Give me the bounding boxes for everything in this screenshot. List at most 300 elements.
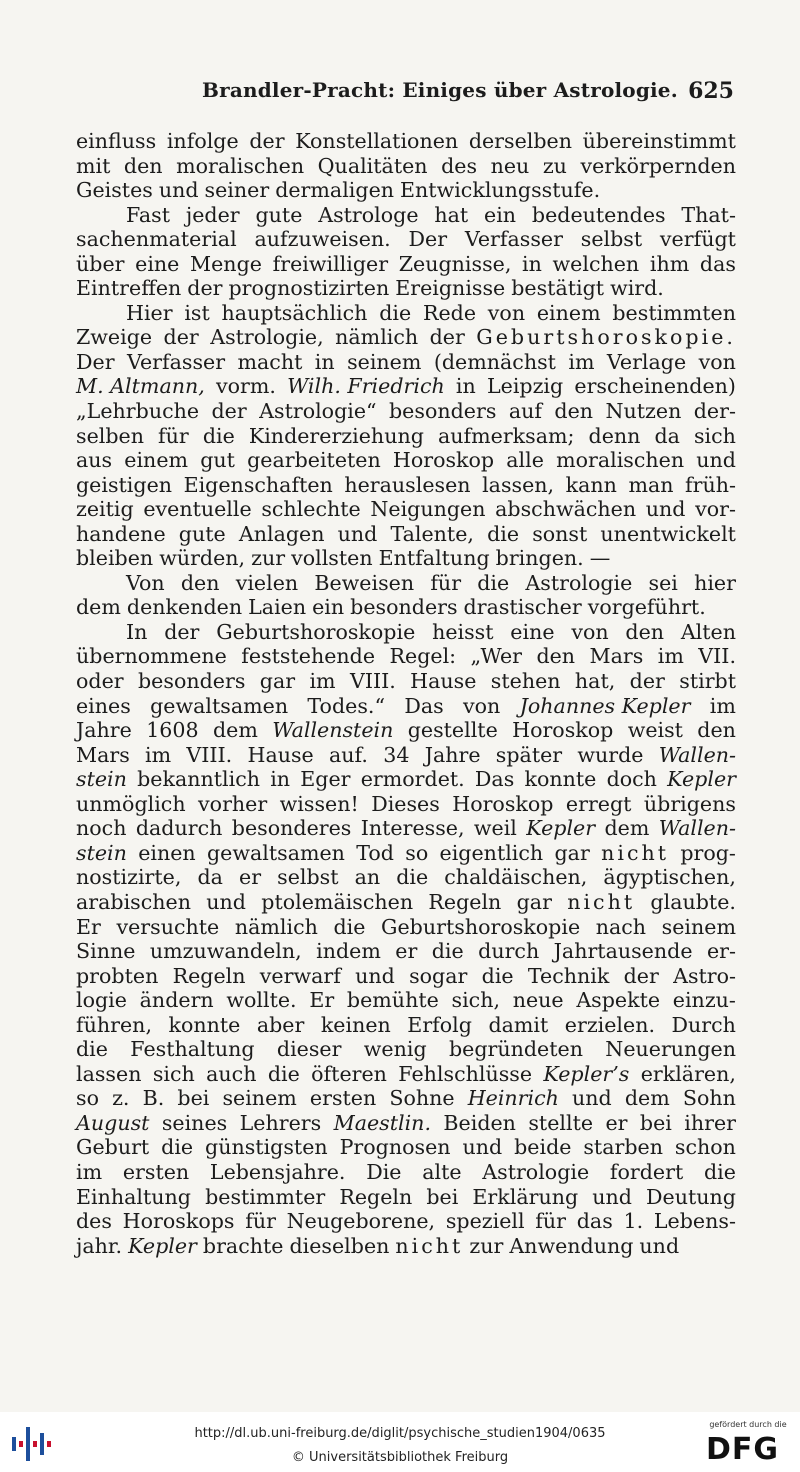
word: ägyptischen,: [603, 865, 736, 890]
word: Leipzig: [486, 374, 564, 399]
word: Der: [408, 227, 448, 252]
word: an: [354, 865, 381, 890]
word: so: [405, 840, 429, 865]
word: infolge: [166, 129, 239, 153]
text-line: [76, 1160, 736, 1185]
word: Geburt: [76, 1135, 150, 1160]
text-line: [76, 816, 736, 841]
word: Durch: [671, 1012, 736, 1037]
word: noch: [76, 816, 127, 841]
text-line: [76, 129, 736, 154]
word: und: [158, 178, 199, 203]
word: stellte: [528, 1110, 594, 1135]
word: gar: [554, 840, 590, 865]
word: Erfolg: [407, 1012, 472, 1037]
word: „Wer: [470, 644, 522, 669]
word: die: [477, 570, 510, 595]
word: bedeutendes: [531, 202, 666, 227]
word: Ereignisse: [395, 276, 506, 301]
word: selben: [76, 423, 144, 448]
word: Kepler: [128, 1233, 197, 1258]
word: glaubte.: [650, 889, 736, 914]
word: und: [462, 1135, 503, 1160]
word: nicht: [395, 1233, 464, 1258]
text-line: [76, 497, 736, 522]
word: der: [164, 619, 200, 644]
word: dem: [212, 718, 258, 743]
text-line: [76, 1086, 736, 1111]
word: Verfasser: [126, 349, 226, 374]
word: ihrer: [684, 1110, 736, 1135]
word: nicht: [601, 840, 670, 865]
word: besonders: [389, 399, 497, 424]
word: logie: [76, 988, 127, 1013]
word: Dieses: [371, 791, 440, 816]
word: Lebensjahre.: [209, 1159, 346, 1184]
word: wollte.: [226, 988, 297, 1013]
word: z.: [112, 1086, 130, 1111]
word: ein: [484, 202, 517, 227]
word: aber: [256, 1012, 305, 1037]
word: Todes.“: [307, 693, 385, 718]
text-line: [76, 841, 736, 866]
word: Horoskop: [392, 448, 495, 473]
word: (demnächst: [433, 349, 556, 374]
word: von: [463, 693, 501, 718]
word: Einhaltung: [76, 1184, 191, 1209]
word: Qualitäten: [317, 153, 428, 178]
word: Talente,: [390, 521, 474, 546]
library-logo-icon: [10, 1425, 52, 1463]
word: heisst: [432, 619, 494, 644]
text-line: [76, 1185, 736, 1210]
word: er: [239, 865, 262, 890]
text-line: [76, 865, 736, 890]
word: das: [699, 251, 736, 276]
word: gewaltsamen: [150, 693, 289, 718]
word: und: [337, 521, 378, 546]
word: für: [245, 1209, 276, 1234]
word: Sinne: [76, 939, 136, 964]
word: seinem: [347, 349, 422, 374]
word: im: [309, 669, 336, 694]
word: alte: [422, 1159, 462, 1184]
word: zur: [469, 1233, 504, 1258]
word: weil: [473, 816, 517, 841]
word: erklären,: [640, 1061, 736, 1086]
word: lassen,: [482, 472, 555, 497]
word: Eger: [300, 767, 351, 792]
word: hat,: [574, 669, 616, 694]
word: aus: [76, 448, 113, 473]
word: Astrologie: [482, 1159, 590, 1184]
word: den: [180, 570, 220, 595]
word: die: [703, 1159, 736, 1184]
word: Astrologie“: [259, 399, 377, 424]
text-line: [76, 252, 736, 277]
text-line: [76, 473, 736, 498]
word: eines: [76, 693, 131, 718]
word: damit: [488, 1012, 549, 1037]
word: im: [568, 349, 595, 374]
word: seiner: [204, 178, 270, 203]
word: mit: [76, 153, 111, 178]
word: auch: [206, 1061, 257, 1086]
word: ptolemäischen: [261, 889, 414, 914]
word: bringen.: [495, 546, 584, 571]
word: verfügt: [659, 227, 736, 252]
word: ersten: [309, 1086, 377, 1111]
word: sei: [648, 570, 678, 595]
word: bestätigt: [511, 276, 605, 301]
word: und: [696, 448, 736, 473]
running-head: [76, 78, 736, 108]
dfg-caption: gefördert durch die: [709, 1420, 787, 1429]
word: günstigsten: [205, 1135, 328, 1160]
word: von: [571, 619, 609, 644]
word: probten: [76, 963, 159, 988]
word: man: [628, 472, 674, 497]
word: der: [187, 276, 223, 301]
word: vorher: [198, 791, 268, 816]
word: Deutung: [646, 1184, 736, 1209]
word: Horoskops: [122, 1209, 235, 1234]
word: kann: [565, 472, 617, 497]
word: vorm.: [215, 374, 276, 399]
text-line: [76, 1062, 736, 1087]
word: ändern: [139, 988, 214, 1013]
word: dadurch: [135, 816, 223, 841]
word: in: [455, 374, 476, 399]
word: stirbt: [679, 669, 736, 694]
word: der: [163, 325, 199, 350]
text-line: [76, 743, 736, 768]
word: der: [429, 325, 465, 350]
word: Hause: [247, 742, 314, 767]
word: alle: [506, 448, 544, 473]
word: übrigens: [643, 791, 736, 816]
text-line: [76, 1234, 736, 1259]
word: auf: [508, 399, 542, 424]
word: Technik: [527, 963, 610, 988]
text-line: [76, 964, 736, 989]
word: Kepler: [667, 767, 736, 792]
word: so: [76, 1086, 99, 1111]
dfg-logo: [702, 1420, 794, 1468]
word: —: [589, 546, 611, 571]
word: eine: [135, 251, 180, 276]
word: gut: [200, 448, 235, 473]
word: Astrologe: [318, 202, 419, 227]
word: Sohne: [389, 1086, 455, 1111]
word: Astrologie,: [210, 325, 324, 350]
word: Rede: [422, 300, 477, 325]
word: Eigenschaften: [183, 472, 333, 497]
word: wissen!: [279, 791, 359, 816]
word: sich,: [451, 988, 500, 1013]
word: feststehende: [241, 644, 376, 669]
word: neu: [490, 153, 530, 178]
word: die: [481, 963, 514, 988]
word: erzielen.: [564, 1012, 656, 1037]
word: schon: [674, 1135, 736, 1160]
word: Regel:: [389, 644, 457, 669]
word: über: [76, 251, 125, 276]
paragraph: [76, 203, 736, 301]
word: später: [495, 742, 563, 767]
word: einem: [536, 300, 601, 325]
word: Kepler’s: [543, 1061, 630, 1086]
word: Menge: [190, 251, 262, 276]
text-line: [76, 669, 736, 694]
word: und: [639, 1233, 680, 1258]
word: dieselben: [289, 1233, 390, 1258]
word: und: [572, 1086, 612, 1111]
word: Neuerungen: [605, 1037, 736, 1062]
word: derselben: [468, 129, 573, 153]
word: die: [487, 521, 520, 546]
paragraph: [76, 129, 736, 203]
word: gewaltsamen: [206, 840, 345, 865]
word: weist: [627, 718, 683, 743]
word: sachenmaterial: [76, 227, 237, 252]
word: That-: [681, 202, 736, 227]
word: jeder: [185, 202, 240, 227]
word: unmöglich: [76, 791, 186, 816]
word: konnte: [168, 1012, 241, 1037]
word: vielen: [235, 570, 299, 595]
word: gar: [516, 889, 552, 914]
word: freiwilliger: [272, 251, 389, 276]
word: bei: [426, 1184, 459, 1209]
word: 1608: [146, 718, 199, 743]
word: für: [158, 423, 189, 448]
word: vorgeführt.: [587, 595, 706, 620]
word: einen: [138, 840, 196, 865]
word: begründeten: [448, 1037, 583, 1062]
word: eine: [510, 619, 555, 644]
word: des: [76, 1209, 112, 1234]
word: Erklärung: [472, 1184, 579, 1209]
word: nämlich: [234, 914, 318, 939]
text-line: [76, 276, 736, 301]
running-title: Brandler-Pracht: Einiges über Astrologie.: [202, 78, 678, 102]
word: zur: [251, 546, 286, 571]
word: Zweige: [76, 325, 153, 350]
word: der-: [693, 399, 736, 424]
word: vor-: [695, 497, 736, 522]
word: ersten: [122, 1159, 190, 1184]
word: Eintreffen: [76, 276, 182, 301]
word: in: [270, 767, 291, 792]
word: den: [554, 399, 594, 424]
word: macht: [237, 349, 303, 374]
word: Astrologie: [525, 570, 633, 595]
word: selbst: [580, 227, 643, 252]
text-line: [76, 694, 736, 719]
word: für: [535, 1209, 567, 1234]
word: Der: [76, 349, 115, 374]
word: dem: [624, 1086, 670, 1111]
word: Astro-: [673, 963, 736, 988]
word: im: [76, 1159, 103, 1184]
word: verwarf: [259, 963, 341, 988]
text-line: [76, 988, 736, 1013]
word: die: [396, 865, 429, 890]
word: der: [211, 399, 247, 424]
word: gestellte: [407, 718, 498, 743]
paragraph: [76, 620, 736, 1258]
word: gute: [255, 202, 303, 227]
word: M. Altmann,: [76, 374, 205, 399]
word: und: [645, 497, 686, 522]
word: sogar: [409, 963, 468, 988]
word: Von: [126, 570, 165, 595]
word: die: [202, 423, 235, 448]
word: dem: [76, 595, 121, 620]
word: Er: [309, 988, 335, 1013]
text-line: [76, 1111, 736, 1136]
text-line: [76, 424, 736, 449]
word: Fehlschlüsse: [398, 1061, 533, 1086]
word: Kindererziehung: [248, 423, 424, 448]
text-line: [76, 644, 736, 669]
word: sich: [693, 423, 736, 448]
word: unentwickelt: [600, 521, 736, 546]
word: das: [576, 1209, 613, 1234]
word: die: [431, 939, 464, 964]
word: Jahre: [76, 718, 132, 743]
word: Jahrtausende: [553, 939, 693, 964]
page-number: 625: [688, 78, 734, 104]
word: Geburtshoroskopie: [216, 619, 416, 644]
word: den: [123, 153, 163, 178]
word: indem: [316, 939, 381, 964]
dfg-mark: DFG: [706, 1432, 780, 1467]
word: Anlagen: [238, 521, 325, 546]
word: Wilh. Friedrich: [287, 374, 445, 399]
word: keinen: [320, 1012, 391, 1037]
word: er: [395, 939, 418, 964]
word: B.: [142, 1086, 165, 1111]
word: Beiden: [443, 1110, 516, 1135]
word: schlechte: [261, 497, 361, 522]
text-line: [76, 154, 736, 179]
word: beide: [514, 1135, 572, 1160]
word: Anwendung: [509, 1233, 634, 1258]
word: seines: [161, 1110, 228, 1135]
word: des: [441, 153, 478, 178]
word: geistigen: [76, 472, 173, 497]
word: Aspekte: [576, 988, 661, 1013]
word: selbst: [277, 865, 339, 890]
word: nostizirte,: [76, 865, 182, 890]
word: auf.: [329, 742, 368, 767]
word: chaldäischen,: [444, 865, 588, 890]
word: prognostizirten: [228, 276, 390, 301]
word: ihm: [649, 251, 690, 276]
word: Johannes Kepler: [519, 693, 691, 718]
word: früh-: [685, 472, 736, 497]
word: den: [536, 644, 576, 669]
word: den: [625, 619, 665, 644]
word: Konstellationen: [295, 129, 459, 153]
word: nicht: [567, 889, 636, 914]
word: bekanntlich: [137, 767, 260, 792]
text-line: [76, 792, 736, 817]
word: Tod: [356, 840, 394, 865]
word: versuchte: [116, 914, 220, 939]
text-line: [76, 1037, 736, 1062]
word: bleiben: [76, 546, 154, 571]
word: die: [379, 300, 412, 325]
word: Wallen-: [658, 816, 736, 841]
word: Wallenstein: [272, 718, 394, 743]
word: bei: [639, 1110, 672, 1135]
word: verkörpernden: [580, 153, 736, 178]
word: die: [161, 1135, 194, 1160]
word: wenig: [363, 1037, 427, 1062]
word: von: [487, 300, 526, 325]
text-line: [76, 227, 736, 252]
word: Geburtshoroskopie.: [476, 325, 736, 350]
word: bemühte: [346, 988, 439, 1013]
word: brachte: [202, 1233, 284, 1258]
text-line: [76, 915, 736, 940]
word: zeitig: [76, 497, 134, 522]
word: jahr.: [76, 1233, 123, 1258]
paragraph: [76, 301, 736, 571]
text-line: [76, 890, 736, 915]
word: Mars: [76, 742, 130, 767]
word: im: [145, 742, 172, 767]
word: Verfasser: [464, 227, 563, 252]
word: er-: [706, 939, 736, 964]
word: gearbeiteten: [247, 448, 381, 473]
word: Wallen-: [658, 742, 736, 767]
word: Jahre: [424, 742, 481, 767]
word: ermordet.: [360, 767, 465, 792]
footer-url-link[interactable]: http://dl.ub.uni-freiburg.de/diglit/psychische_studien1904/0635: [194, 1426, 606, 1441]
word: die: [76, 1037, 108, 1062]
word: Maestlin.: [333, 1110, 431, 1135]
word: zu: [542, 153, 567, 178]
word: Mars: [589, 644, 644, 669]
word: bestimmten: [612, 300, 736, 325]
word: einfluss: [76, 129, 157, 153]
text-line: [76, 767, 736, 792]
word: dieser: [276, 1037, 342, 1062]
word: moralischen: [176, 153, 305, 178]
word: Die: [366, 1159, 402, 1184]
word: und: [355, 963, 395, 988]
word: starben: [583, 1135, 663, 1160]
word: besonderes: [231, 816, 352, 841]
word: Horoskop: [512, 718, 614, 743]
word: umzuwandeln,: [149, 939, 302, 964]
text-line: [76, 374, 736, 399]
word: Entwicklungsstufe.: [400, 178, 601, 203]
word: öfteren: [311, 1061, 387, 1086]
text-line: [76, 595, 736, 620]
text-line: [76, 325, 736, 350]
word: nach: [595, 914, 647, 939]
word: handene: [76, 521, 166, 546]
word: bei: [177, 1086, 210, 1111]
word: Festhaltung: [130, 1037, 255, 1062]
word: stein: [76, 767, 127, 792]
word: gute: [178, 521, 226, 546]
